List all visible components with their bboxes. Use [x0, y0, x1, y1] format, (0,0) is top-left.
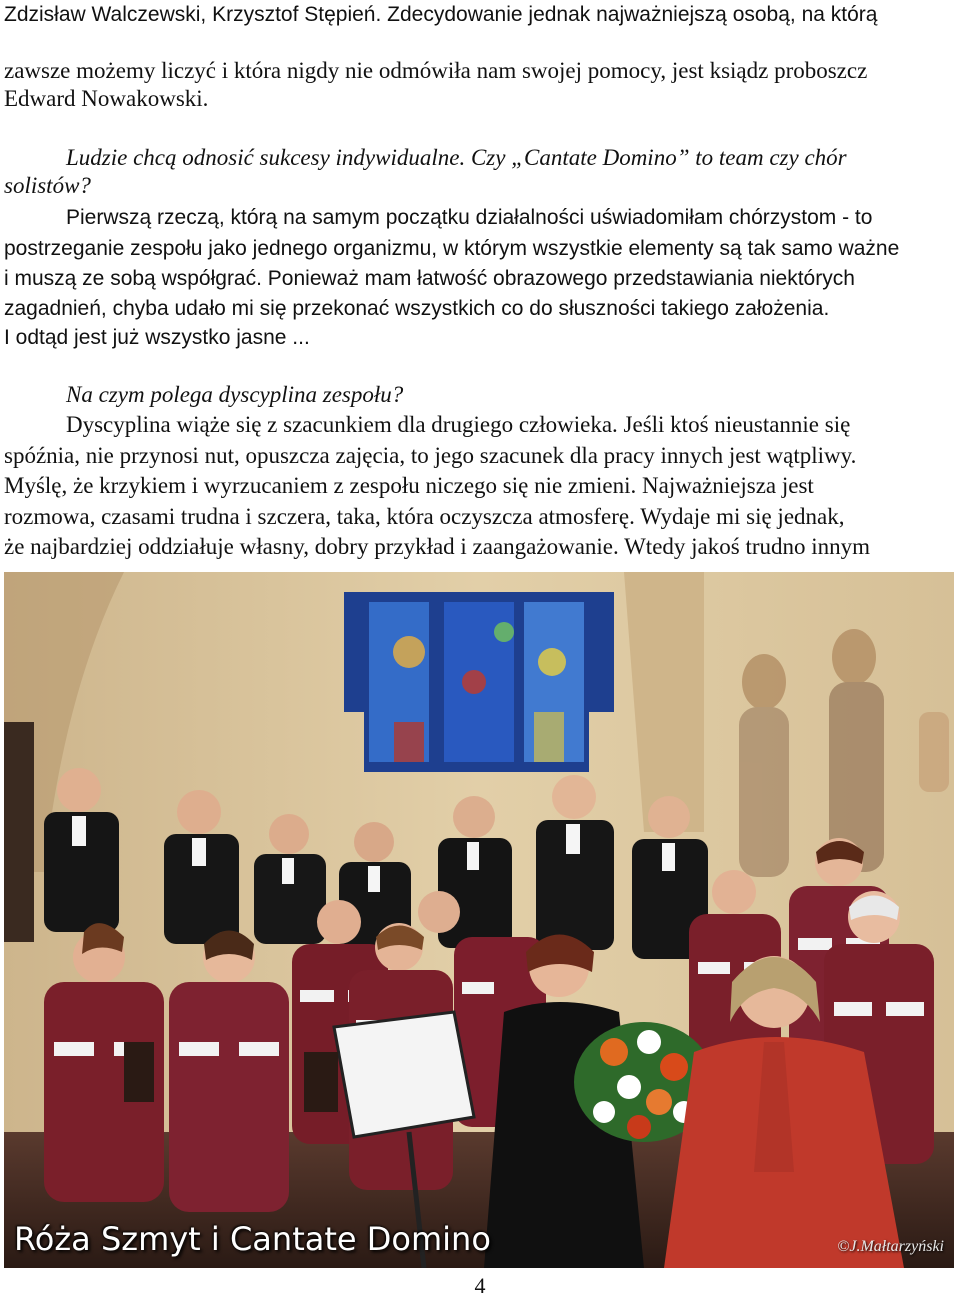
paragraph-line: Zdzisław Walczewski, Krzysztof Stępień. Zdecydowanie jednak najważniejszą osobą, na którą — [4, 3, 878, 26]
paragraph-line: zawsze możemy liczyć i która nigdy nie odmówiła nam swojej pomocy, jest ksiądz proboszcz — [4, 58, 868, 83]
music-folder — [304, 1052, 338, 1112]
paragraph-line: Dyscyplina wiąże się z szacunkiem dla drugiego człowieka. Jeśli ktoś nieustannie się — [66, 412, 851, 437]
paragraph-line: postrzeganie zespołu jako jednego organizmu, w którym wszystkie elementy są tak samo ważne — [4, 237, 900, 260]
interview-question: Na czym polega dyscyplina zespołu? — [66, 382, 404, 407]
choir-photo-illustration — [4, 572, 954, 1268]
photo-caption: Róża Szmyt i Cantate Domino — [14, 1220, 491, 1258]
music-folder — [124, 1042, 154, 1102]
stained-glass-window — [344, 592, 614, 772]
paragraph-line: i muszą ze sobą współgrać. Ponieważ mam łatwość obrazowego przedstawiania niektórych — [4, 267, 855, 290]
interview-question: solistów? — [4, 173, 91, 198]
paragraph-line: Pierwszą rzeczą, którą na samym początku działalności uświadomiłam chórzystom - to — [66, 206, 873, 229]
paragraph-line: że najbardziej oddziałuje własny, dobry przykład i zaangażowanie. Wtedy jakoś trudno innym — [4, 534, 871, 559]
interview-question: Ludzie chcą odnosić sukcesy indywidualne. Czy „Cantate Domino” to team czy chór — [66, 145, 847, 170]
paragraph-line: rozmowa, czasami trudna i szczera, taka, która oczyszcza atmosferę. Wydaje mi się jednak, — [4, 504, 845, 529]
paragraph-line: Myślę, że krzykiem i wyrzucaniem z zespołu niczego się nie zmieni. Najważniejsza jest — [4, 473, 814, 498]
photo-credit: ©J.Małtarzyński — [837, 1238, 944, 1255]
paragraph-line: I odtąd jest już wszystko jasne ... — [4, 326, 310, 349]
paragraph-line: zagadnień, chyba udało mi się przekonać wszystkich co do słuszności takiego założenia. — [4, 297, 830, 320]
page-number: 4 — [474, 1273, 486, 1298]
paragraph-line: Edward Nowakowski. — [4, 86, 209, 111]
paragraph-line: spóźnia, nie przynosi nut, opuszcza zajęcia, to jego szacunek dla pracy innych jest wątpliwy. — [4, 443, 857, 468]
choir-photo — [4, 572, 954, 1268]
